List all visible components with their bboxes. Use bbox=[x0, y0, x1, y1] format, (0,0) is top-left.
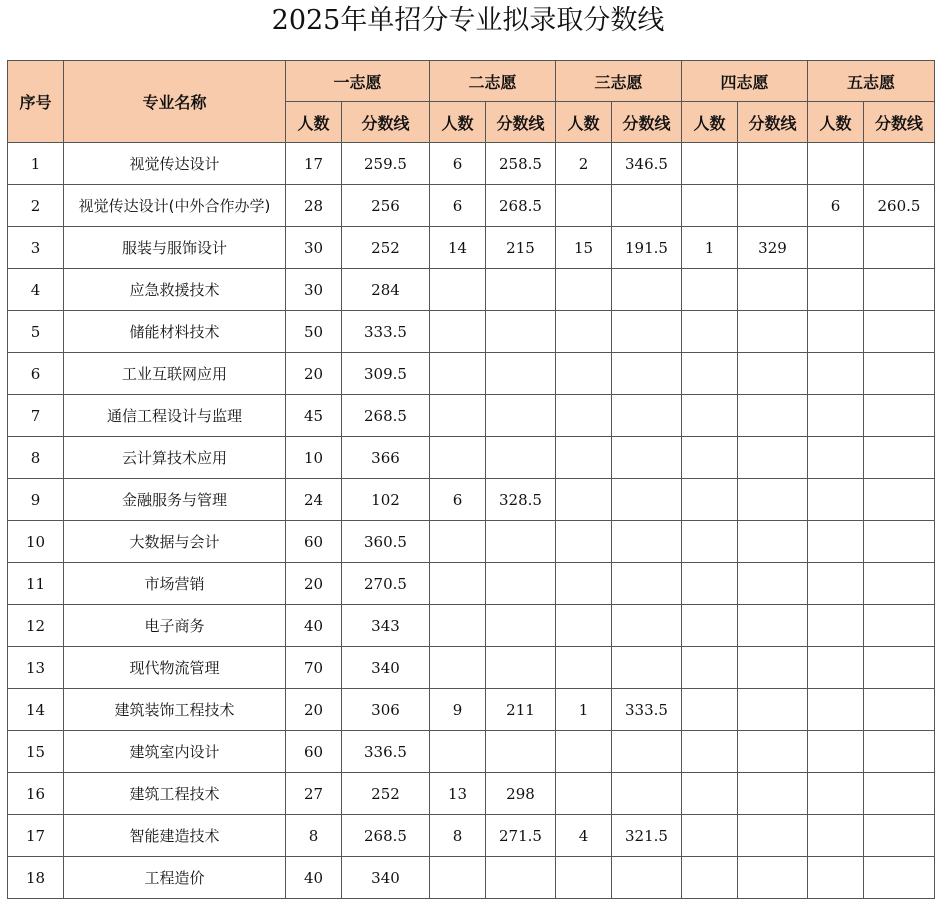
choice-3-count bbox=[556, 353, 612, 395]
choice-5-score bbox=[864, 437, 935, 479]
choice-3-count bbox=[556, 269, 612, 311]
choice-2-score: 211 bbox=[486, 689, 556, 731]
choice-5-score bbox=[864, 479, 935, 521]
choice-3-score: 333.5 bbox=[612, 689, 682, 731]
choice-5-score bbox=[864, 395, 935, 437]
header-count: 人数 bbox=[556, 102, 612, 143]
choice-4-score bbox=[738, 185, 808, 227]
table-row bbox=[8, 731, 935, 773]
header-score: 分数线 bbox=[738, 102, 808, 143]
choice-3-score: 321.5 bbox=[612, 815, 682, 857]
row-major-name: 大数据与会计 bbox=[64, 521, 286, 563]
choice-2-score: 268.5 bbox=[486, 185, 556, 227]
row-major-name: 建筑装饰工程技术 bbox=[64, 689, 286, 731]
row-seq: 7 bbox=[8, 395, 64, 437]
choice-4-count bbox=[682, 605, 738, 647]
table-row bbox=[8, 689, 935, 731]
choice-1-count: 20 bbox=[286, 563, 342, 605]
choice-3-score bbox=[612, 395, 682, 437]
row-seq: 2 bbox=[8, 185, 64, 227]
choice-1-count: 60 bbox=[286, 731, 342, 773]
row-major-name: 应急救援技术 bbox=[64, 269, 286, 311]
choice-1-count: 8 bbox=[286, 815, 342, 857]
choice-5-score bbox=[864, 773, 935, 815]
choice-5-count bbox=[808, 857, 864, 899]
choice-3-count bbox=[556, 479, 612, 521]
row-seq: 16 bbox=[8, 773, 64, 815]
choice-3-score bbox=[612, 269, 682, 311]
row-major-name: 储能材料技术 bbox=[64, 311, 286, 353]
row-major-name: 工业互联网应用 bbox=[64, 353, 286, 395]
header-count: 人数 bbox=[286, 102, 342, 143]
choice-4-score bbox=[738, 647, 808, 689]
choice-3-count bbox=[556, 857, 612, 899]
choice-1-count: 50 bbox=[286, 311, 342, 353]
choice-4-score bbox=[738, 395, 808, 437]
choice-1-count: 60 bbox=[286, 521, 342, 563]
choice-1-count: 70 bbox=[286, 647, 342, 689]
choice-3-count bbox=[556, 521, 612, 563]
choice-4-score bbox=[738, 143, 808, 185]
choice-1-count: 20 bbox=[286, 353, 342, 395]
choice-4-score bbox=[738, 605, 808, 647]
choice-2-count bbox=[430, 731, 486, 773]
choice-4-count bbox=[682, 479, 738, 521]
choice-2-count: 6 bbox=[430, 143, 486, 185]
choice-4-count bbox=[682, 185, 738, 227]
choice-1-score: 256 bbox=[342, 185, 430, 227]
choice-2-score bbox=[486, 269, 556, 311]
header-score: 分数线 bbox=[864, 102, 935, 143]
choice-5-count bbox=[808, 689, 864, 731]
choice-1-score: 102 bbox=[342, 479, 430, 521]
choice-2-count bbox=[430, 563, 486, 605]
choice-3-score bbox=[612, 647, 682, 689]
row-major-name: 现代物流管理 bbox=[64, 647, 286, 689]
choice-3-score bbox=[612, 563, 682, 605]
choice-1-score: 343 bbox=[342, 605, 430, 647]
choice-5-count bbox=[808, 563, 864, 605]
choice-3-count bbox=[556, 731, 612, 773]
choice-4-count bbox=[682, 353, 738, 395]
choice-2-count: 6 bbox=[430, 185, 486, 227]
choice-3-count bbox=[556, 605, 612, 647]
choice-4-score bbox=[738, 353, 808, 395]
choice-5-score bbox=[864, 605, 935, 647]
table-row bbox=[8, 647, 935, 689]
row-major-name: 建筑室内设计 bbox=[64, 731, 286, 773]
choice-1-count: 40 bbox=[286, 857, 342, 899]
choice-1-score: 284 bbox=[342, 269, 430, 311]
choice-2-count bbox=[430, 353, 486, 395]
choice-1-score: 340 bbox=[342, 647, 430, 689]
choice-2-score bbox=[486, 395, 556, 437]
row-major-name: 市场营销 bbox=[64, 563, 286, 605]
row-seq: 15 bbox=[8, 731, 64, 773]
admission-score-table bbox=[7, 60, 935, 899]
choice-5-count bbox=[808, 353, 864, 395]
header-seq: 序号 bbox=[8, 61, 64, 143]
row-seq: 4 bbox=[8, 269, 64, 311]
choice-4-score bbox=[738, 479, 808, 521]
choice-1-count: 24 bbox=[286, 479, 342, 521]
choice-5-count bbox=[808, 773, 864, 815]
choice-1-score: 252 bbox=[342, 773, 430, 815]
choice-5-count bbox=[808, 227, 864, 269]
choice-5-score bbox=[864, 353, 935, 395]
row-major-name: 视觉传达设计(中外合作办学) bbox=[64, 185, 286, 227]
choice-5-count bbox=[808, 437, 864, 479]
row-seq: 11 bbox=[8, 563, 64, 605]
choice-2-count bbox=[430, 311, 486, 353]
choice-1-score: 336.5 bbox=[342, 731, 430, 773]
choice-1-score: 309.5 bbox=[342, 353, 430, 395]
header-choice-1: 一志愿 bbox=[286, 61, 430, 102]
choice-3-count bbox=[556, 437, 612, 479]
choice-2-count: 13 bbox=[430, 773, 486, 815]
choice-1-score: 333.5 bbox=[342, 311, 430, 353]
table-row bbox=[8, 269, 935, 311]
choice-4-score bbox=[738, 521, 808, 563]
choice-4-count bbox=[682, 521, 738, 563]
choice-5-count bbox=[808, 143, 864, 185]
choice-3-score bbox=[612, 605, 682, 647]
choice-2-count bbox=[430, 647, 486, 689]
header-count: 人数 bbox=[682, 102, 738, 143]
choice-4-count bbox=[682, 269, 738, 311]
row-seq: 5 bbox=[8, 311, 64, 353]
choice-3-score bbox=[612, 437, 682, 479]
choice-4-score bbox=[738, 563, 808, 605]
header-score: 分数线 bbox=[612, 102, 682, 143]
choice-4-score: 329 bbox=[738, 227, 808, 269]
choice-3-score bbox=[612, 353, 682, 395]
choice-4-score bbox=[738, 857, 808, 899]
choice-5-count bbox=[808, 647, 864, 689]
choice-2-score bbox=[486, 437, 556, 479]
choice-4-count bbox=[682, 689, 738, 731]
choice-5-count bbox=[808, 731, 864, 773]
choice-4-count bbox=[682, 395, 738, 437]
choice-2-count: 9 bbox=[430, 689, 486, 731]
choice-5-count bbox=[808, 815, 864, 857]
choice-4-score bbox=[738, 311, 808, 353]
choice-1-score: 270.5 bbox=[342, 563, 430, 605]
choice-2-count: 6 bbox=[430, 479, 486, 521]
choice-2-count bbox=[430, 605, 486, 647]
choice-4-score bbox=[738, 815, 808, 857]
choice-2-score bbox=[486, 521, 556, 563]
choice-5-score bbox=[864, 521, 935, 563]
choice-5-count bbox=[808, 479, 864, 521]
choice-2-score: 258.5 bbox=[486, 143, 556, 185]
choice-3-count: 1 bbox=[556, 689, 612, 731]
row-major-name: 电子商务 bbox=[64, 605, 286, 647]
table-row bbox=[8, 857, 935, 899]
table-row bbox=[8, 227, 935, 269]
row-major-name: 工程造价 bbox=[64, 857, 286, 899]
header-choice-5: 五志愿 bbox=[808, 61, 935, 102]
choice-3-count bbox=[556, 185, 612, 227]
row-major-name: 智能建造技术 bbox=[64, 815, 286, 857]
choice-1-score: 268.5 bbox=[342, 395, 430, 437]
choice-5-count bbox=[808, 605, 864, 647]
choice-5-count bbox=[808, 311, 864, 353]
table-row bbox=[8, 185, 935, 227]
choice-2-score bbox=[486, 857, 556, 899]
choice-4-count bbox=[682, 857, 738, 899]
choice-1-score: 259.5 bbox=[342, 143, 430, 185]
row-seq: 9 bbox=[8, 479, 64, 521]
choice-2-score: 298 bbox=[486, 773, 556, 815]
choice-1-count: 45 bbox=[286, 395, 342, 437]
choice-2-score bbox=[486, 563, 556, 605]
header-count: 人数 bbox=[808, 102, 864, 143]
header-choice-3: 三志愿 bbox=[556, 61, 682, 102]
row-seq: 18 bbox=[8, 857, 64, 899]
header-score: 分数线 bbox=[342, 102, 430, 143]
choice-1-count: 10 bbox=[286, 437, 342, 479]
choice-4-count bbox=[682, 143, 738, 185]
row-major-name: 金融服务与管理 bbox=[64, 479, 286, 521]
choice-1-score: 360.5 bbox=[342, 521, 430, 563]
choice-5-score bbox=[864, 815, 935, 857]
choice-5-count bbox=[808, 395, 864, 437]
choice-3-count bbox=[556, 563, 612, 605]
choice-4-count bbox=[682, 815, 738, 857]
choice-2-score bbox=[486, 731, 556, 773]
choice-1-score: 340 bbox=[342, 857, 430, 899]
row-seq: 6 bbox=[8, 353, 64, 395]
row-major-name: 视觉传达设计 bbox=[64, 143, 286, 185]
choice-3-count bbox=[556, 647, 612, 689]
choice-1-score: 252 bbox=[342, 227, 430, 269]
choice-4-count bbox=[682, 647, 738, 689]
choice-3-count: 2 bbox=[556, 143, 612, 185]
choice-2-count bbox=[430, 395, 486, 437]
choice-1-score: 366 bbox=[342, 437, 430, 479]
page-title: 2025年单招分专业拟录取分数线 bbox=[271, 5, 665, 36]
choice-4-score bbox=[738, 731, 808, 773]
choice-3-score: 346.5 bbox=[612, 143, 682, 185]
choice-5-score bbox=[864, 227, 935, 269]
choice-3-score bbox=[612, 773, 682, 815]
choice-3-score bbox=[612, 311, 682, 353]
row-major-name: 云计算技术应用 bbox=[64, 437, 286, 479]
header-major: 专业名称 bbox=[64, 61, 286, 143]
row-seq: 17 bbox=[8, 815, 64, 857]
choice-2-score: 215 bbox=[486, 227, 556, 269]
row-major-name: 通信工程设计与监理 bbox=[64, 395, 286, 437]
choice-5-score: 260.5 bbox=[864, 185, 935, 227]
table-row bbox=[8, 563, 935, 605]
choice-5-count: 6 bbox=[808, 185, 864, 227]
header-choice-4: 四志愿 bbox=[682, 61, 808, 102]
choice-3-count bbox=[556, 773, 612, 815]
choice-4-count bbox=[682, 437, 738, 479]
choice-4-count bbox=[682, 563, 738, 605]
choice-4-score bbox=[738, 773, 808, 815]
choice-2-score: 328.5 bbox=[486, 479, 556, 521]
choice-5-count bbox=[808, 269, 864, 311]
row-major-name: 建筑工程技术 bbox=[64, 773, 286, 815]
choice-2-score bbox=[486, 605, 556, 647]
choice-1-count: 27 bbox=[286, 773, 342, 815]
choice-1-count: 40 bbox=[286, 605, 342, 647]
choice-5-count bbox=[808, 521, 864, 563]
choice-3-count: 15 bbox=[556, 227, 612, 269]
choice-1-count: 28 bbox=[286, 185, 342, 227]
choice-5-score bbox=[864, 857, 935, 899]
row-seq: 13 bbox=[8, 647, 64, 689]
choice-4-count bbox=[682, 311, 738, 353]
choice-2-score bbox=[486, 647, 556, 689]
choice-5-score bbox=[864, 143, 935, 185]
choice-1-score: 306 bbox=[342, 689, 430, 731]
choice-4-count bbox=[682, 731, 738, 773]
choice-1-score: 268.5 bbox=[342, 815, 430, 857]
choice-4-count: 1 bbox=[682, 227, 738, 269]
choice-5-score bbox=[864, 689, 935, 731]
choice-2-score bbox=[486, 311, 556, 353]
table-row bbox=[8, 353, 935, 395]
choice-2-count bbox=[430, 857, 486, 899]
choice-1-count: 30 bbox=[286, 227, 342, 269]
choice-2-score bbox=[486, 353, 556, 395]
choice-2-count bbox=[430, 269, 486, 311]
header-score: 分数线 bbox=[486, 102, 556, 143]
choice-3-score bbox=[612, 479, 682, 521]
choice-3-score bbox=[612, 185, 682, 227]
choice-5-score bbox=[864, 563, 935, 605]
table-row bbox=[8, 437, 935, 479]
choice-5-score bbox=[864, 269, 935, 311]
table-row bbox=[8, 521, 935, 563]
table-row bbox=[8, 605, 935, 647]
choice-4-count bbox=[682, 773, 738, 815]
choice-2-count bbox=[430, 437, 486, 479]
choice-3-score bbox=[612, 521, 682, 563]
table-row bbox=[8, 815, 935, 857]
header-choice-2: 二志愿 bbox=[430, 61, 556, 102]
table-row bbox=[8, 143, 935, 185]
choice-4-score bbox=[738, 269, 808, 311]
choice-1-count: 20 bbox=[286, 689, 342, 731]
table-body bbox=[8, 143, 935, 899]
table-row bbox=[8, 311, 935, 353]
choice-3-score bbox=[612, 857, 682, 899]
row-seq: 8 bbox=[8, 437, 64, 479]
row-seq: 1 bbox=[8, 143, 64, 185]
row-seq: 12 bbox=[8, 605, 64, 647]
choice-3-score bbox=[612, 731, 682, 773]
choice-1-count: 30 bbox=[286, 269, 342, 311]
choice-3-count: 4 bbox=[556, 815, 612, 857]
choice-2-score: 271.5 bbox=[486, 815, 556, 857]
header-count: 人数 bbox=[430, 102, 486, 143]
table-row bbox=[8, 479, 935, 521]
choice-3-count bbox=[556, 311, 612, 353]
row-seq: 10 bbox=[8, 521, 64, 563]
choice-5-score bbox=[864, 731, 935, 773]
choice-3-score: 191.5 bbox=[612, 227, 682, 269]
choice-3-count bbox=[556, 395, 612, 437]
choice-4-score bbox=[738, 437, 808, 479]
row-major-name: 服装与服饰设计 bbox=[64, 227, 286, 269]
choice-5-score bbox=[864, 311, 935, 353]
choice-1-count: 17 bbox=[286, 143, 342, 185]
row-seq: 14 bbox=[8, 689, 64, 731]
choice-2-count: 8 bbox=[430, 815, 486, 857]
choice-4-score bbox=[738, 689, 808, 731]
row-seq: 3 bbox=[8, 227, 64, 269]
choice-2-count: 14 bbox=[430, 227, 486, 269]
choice-5-score bbox=[864, 647, 935, 689]
table-row bbox=[8, 773, 935, 815]
table-row bbox=[8, 395, 935, 437]
choice-2-count bbox=[430, 521, 486, 563]
